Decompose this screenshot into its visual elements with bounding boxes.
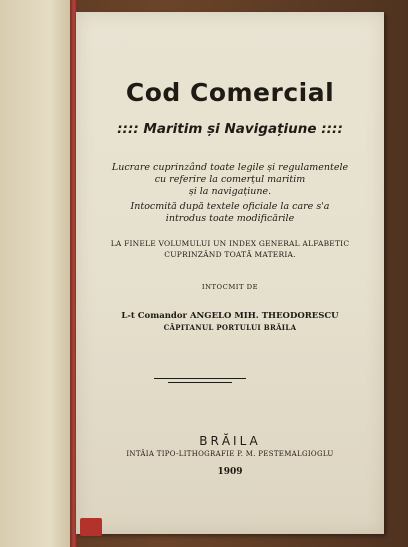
description-line: introdus toate modificările (165, 213, 295, 224)
description-line: Lucrare cuprinzând toate legile și regulamentele (111, 162, 349, 173)
description-line: și la navigațiune. (188, 186, 272, 197)
divider-rule (154, 378, 246, 379)
publication-year: 1909 (217, 467, 243, 477)
author-name: L-t Comandor ANGELO MIH. THEODORESCU (121, 311, 339, 321)
description-line: cu referire la comerțul maritim (154, 174, 306, 185)
publication-city: BRĂILA (199, 434, 261, 448)
printer-name: INTÂIA TIPO-LITHOGRAFIE P. M. PESTEMALGIOGLU (126, 450, 334, 458)
index-note-line: LA FINELE VOLUMULUI UN INDEX GENERAL ALFABETIC (110, 239, 350, 248)
description-line: Intocmită după textele oficiale la care s'a (130, 201, 330, 212)
divider-rule-thin (168, 382, 232, 383)
author-role: CĂPITANUL PORTULUI BRĂILA (163, 323, 297, 332)
book-title: Cod Comercial (125, 78, 335, 107)
prepared-by-label: INTOCMIT DE (201, 283, 259, 291)
red-bookmark-tab (80, 518, 102, 536)
left-page-edge (0, 0, 72, 547)
index-note-line: CUPRINZÂND TOATĂ MATERIA. (164, 250, 296, 259)
book-subtitle: :::: Maritim și Navigațiune :::: (117, 121, 343, 137)
